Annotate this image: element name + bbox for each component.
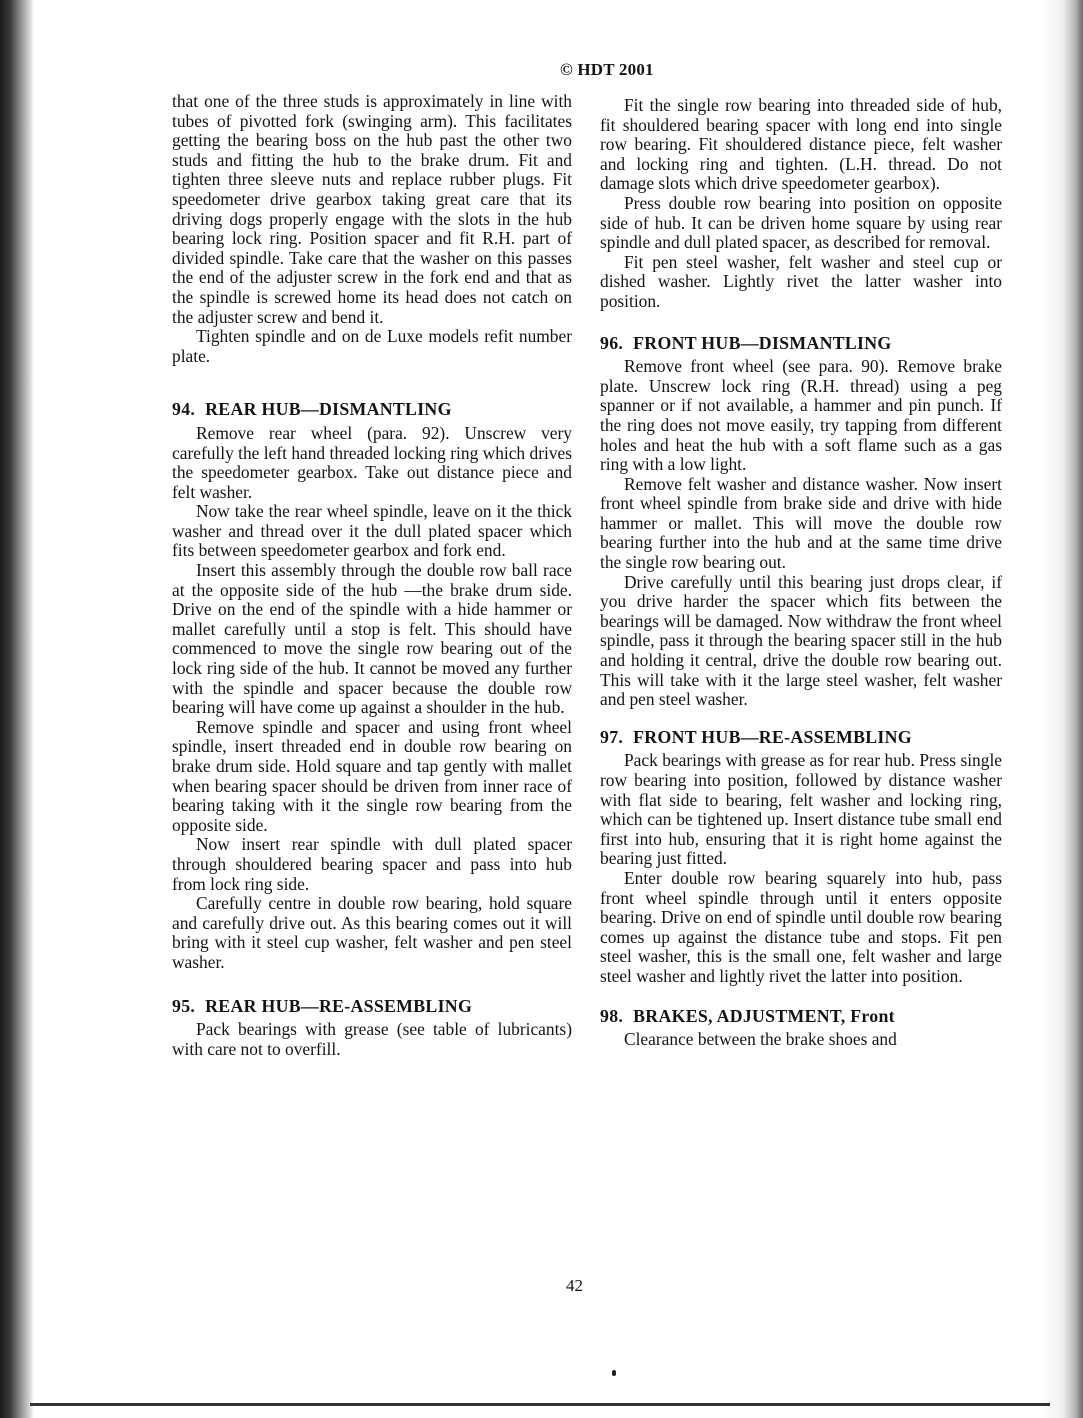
book-binding-shadow — [0, 0, 34, 1418]
section-title: FRONT HUB—DISMANTLING — [633, 332, 892, 353]
paragraph: Fit pen steel washer, felt washer and steel cup or dished washer. Lightly rivet the latter washer into position. — [600, 251, 1002, 311]
paragraph: Remove felt washer and distance washer. Now insert front wheel spindle from brake side and drive with hide hammer or mallet. This will move the double row bearing further into the hub and at the same time drive the single row bearing out. — [600, 473, 1002, 573]
paragraph: Insert this assembly through the double row ball race at the opposite side of the hub —the brake drum side. Drive on the end of the spindle with a hide hammer or mallet carefully until a stop is felt. This should have commenced to move the single row bearing out of the lock ring side of the hub. It cannot be moved any further with the spindle and spacer because the double row bearing will have come up against a shoulder in the hub. — [172, 560, 572, 718]
paragraph: Enter double row bearing squarely into hub, pass front wheel spindle through until it enters opposite bearing. Drive on end of spindle until double row bearing comes up against the distance tube and stops. Fit pen steel washer, this is the small one, felt washer and large steel washer and lightly rivet the latter into position. — [600, 867, 1002, 986]
paragraph: Now take the rear wheel spindle, leave on it the thick washer and thread over it the dull plated spacer which fits between speedometer gearbox and fork end. — [172, 501, 572, 561]
paragraph: Carefully centre in double row bearing, hold square and carefully drive out. As this bearing comes out it will bring with it steel cup washer, felt washer and pen steel washer. — [172, 893, 572, 972]
section-number: 96. — [600, 332, 624, 353]
section-heading-98 — [600, 1007, 1002, 1027]
continued-paragraph: that one of the three studs is approximately in line with tubes of pivotted fork (swinging arm). This facilitates getting the bearing boss on the hub past the other two studs and fitting the hub to the brake drum. Fit and tighten three sleeve nuts and replace rubber plugs. Fit speedometer drive gearbox taking great care that its driving dogs properly engage with the slots in the hub bearing lock ring. Position spacer and fit R.H. part of divided spindle. Take care that the washer on this passes the end of the adjuster screw in the fork end and that as the spindle is screwed home its head does not catch on the adjuster screw and bend it. — [172, 91, 572, 327]
page-number: 42 — [566, 1276, 583, 1295]
section-heading-95 — [172, 997, 572, 1017]
paragraph: Pack bearings with grease as for rear hub. Press single row bearing into position, followed by distance washer with flat side to bearing, felt washer and locking ring, which can be tightened up. Insert distance tube small end first into hub, ensuring that it is right home against the bearing just fitted. — [600, 750, 1002, 869]
section-title: BRAKES, ADJUSTMENT, Front — [633, 1005, 895, 1026]
section-number: 97. — [600, 726, 624, 747]
section-heading-94 — [172, 400, 572, 420]
paragraph: Pack bearings with grease (see table of lubricants) with care not to overfill. — [172, 1019, 572, 1059]
section-number: 98. — [600, 1005, 624, 1026]
section-heading-97 — [600, 728, 1002, 748]
paragraph: Fit the single row bearing into threaded side of hub, fit shouldered bearing spacer with long end into single row bearing. Fit shouldered distance piece, felt washer and locking ring and tighten. (L.H. thread. Do not damage slots which drive speedometer gearbox). — [600, 95, 1002, 194]
paragraph: Press double row bearing into position on opposite side of hub. It can be driven home square by using rear spindle and dull plated spacer, as described for removal. — [600, 192, 1002, 253]
left-column — [172, 92, 572, 1059]
paragraph: Remove rear wheel (para. 92). Unscrew very carefully the left hand threaded locking ring which drives the speedometer gearbox. Take out distance piece and felt washer. — [172, 422, 572, 502]
section-title: REAR HUB—DISMANTLING — [205, 399, 452, 420]
paragraph: Clearance between the brake shoes and — [624, 1029, 897, 1050]
section-heading-96 — [600, 334, 1002, 354]
copyright-header: © HDT 2001 — [560, 60, 654, 79]
paragraph: Drive carefully until this bearing just drops clear, if you drive harder the spacer which fits between the bearings will be damaged. Now withdraw the front wheel spindle, pass it through the bearing spacer still in the hub and holding it central, drive the double row bearing out. This will take with it the large steel washer, felt washer and pen steel washer. — [600, 571, 1002, 710]
section-title: FRONT HUB—RE-ASSEMBLING — [633, 726, 912, 747]
section-number: 95. — [172, 995, 196, 1016]
page-edge-shadow — [1043, 0, 1083, 1418]
paragraph: Remove front wheel (see para. 90). Remove brake plate. Unscrew lock ring (R.H. thread) using a peg spanner or if not available, a hammer and pin punch. If the ring does not move easily, try tapping from different holes and heat the hub with a soft flame such as a gas ring with a low light. — [600, 356, 1002, 475]
paragraph: Now insert rear spindle with dull plated spacer through shouldered bearing spacer and pass into hub from lock ring side. — [172, 834, 572, 894]
section-title: REAR HUB—RE-ASSEMBLING — [205, 995, 473, 1016]
paragraph: Remove spindle and spacer and using front wheel spindle, insert threaded end in double row bearing on brake drum side. Hold square and tap gently with mallet when bearing spacer should be driven from inner race of bearing taking with it the single row bearing from the opposite side. — [172, 716, 572, 835]
page-bottom-edge — [30, 1403, 1050, 1406]
section-number: 94. — [172, 399, 196, 420]
paragraph: Tighten spindle and on de Luxe models refit number plate. — [172, 326, 572, 366]
ink-speck — [612, 1370, 616, 1376]
right-column — [600, 96, 1002, 1050]
